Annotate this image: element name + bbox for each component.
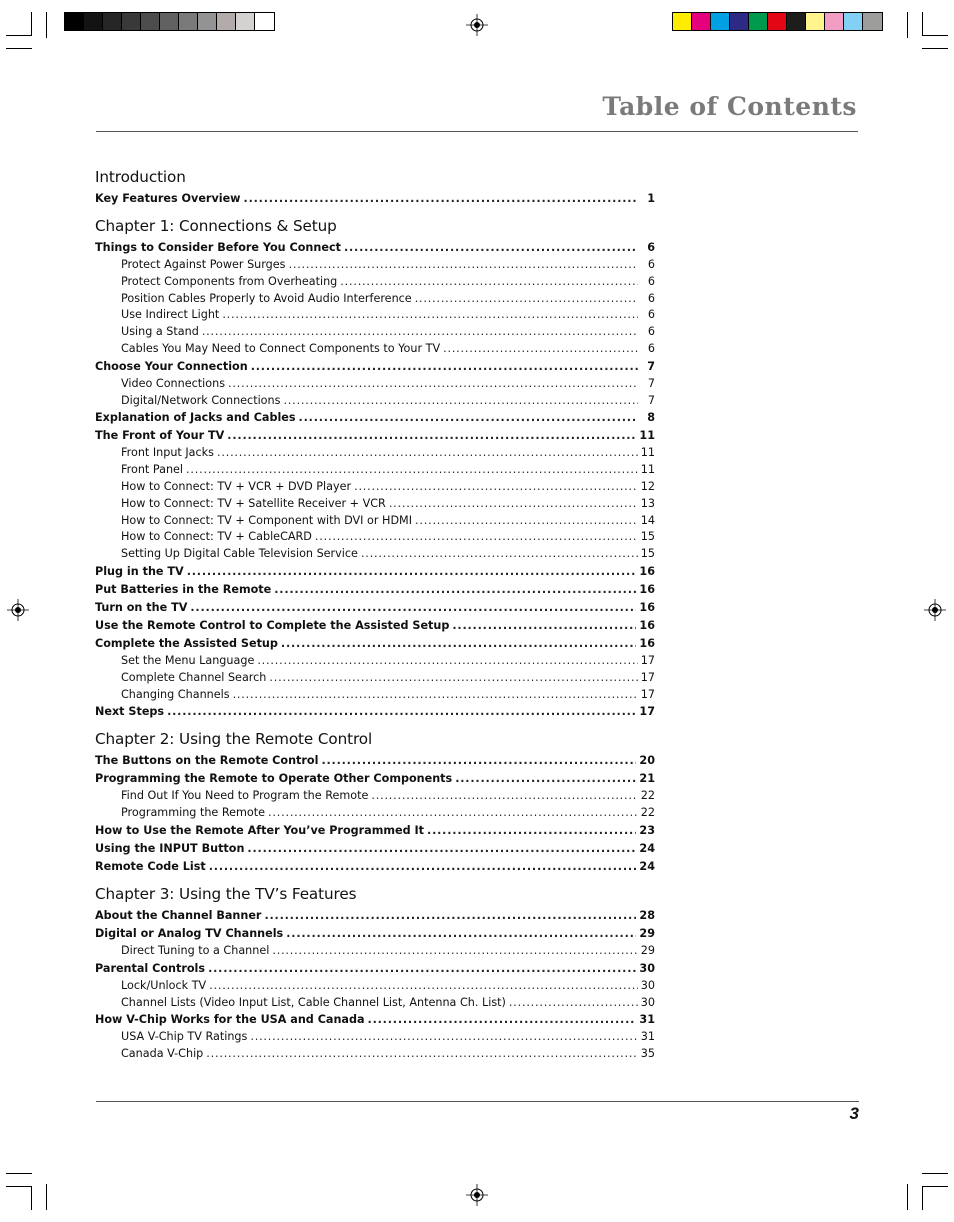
entry-page-number: 7 xyxy=(647,359,655,373)
toc-entry[interactable] xyxy=(95,925,655,943)
dot-leader xyxy=(167,703,636,721)
entry-label: Direct Tuning to a Channel xyxy=(121,943,270,957)
entry-page-number: 29 xyxy=(639,926,655,940)
entry-label: Find Out If You Need to Program the Remote xyxy=(121,789,369,803)
entry-label: Channel Lists (Video Input List, Cable Channel List, Antenna Ch. List) xyxy=(121,995,506,1009)
dot-leader xyxy=(209,858,637,876)
toc-section xyxy=(95,884,655,1063)
entry-label: The Buttons on the Remote Control xyxy=(95,754,319,768)
entry-page-number: 24 xyxy=(639,859,655,873)
entry-label: Things to Consider Before You Connect xyxy=(95,241,341,254)
entry-label: Programming the Remote to Operate Other Components xyxy=(95,772,453,786)
dot-leader xyxy=(354,479,638,496)
entry-page-number: 1 xyxy=(647,192,655,205)
dot-leader xyxy=(202,324,638,341)
entry-label: Changing Channels xyxy=(121,687,230,701)
entry-label: USA V-Chip TV Ratings xyxy=(121,1030,248,1044)
dot-leader xyxy=(443,341,638,358)
toc-subentry[interactable] xyxy=(95,670,655,687)
toc-entry[interactable] xyxy=(95,190,655,208)
entry-page-number: 6 xyxy=(647,291,655,305)
color-swatch xyxy=(806,13,825,30)
footer-divider xyxy=(96,1101,859,1102)
registration-mark-right-icon xyxy=(924,599,946,621)
page-title: Table of Contents xyxy=(602,92,857,121)
toc-section xyxy=(95,167,655,208)
dot-leader xyxy=(209,978,638,995)
table-of-contents xyxy=(95,167,655,1071)
dot-leader xyxy=(244,190,638,208)
toc-section xyxy=(95,729,655,876)
dot-leader xyxy=(427,822,636,840)
entry-page-number: 30 xyxy=(639,961,655,975)
toc-subentry[interactable] xyxy=(95,393,655,410)
color-swatch xyxy=(692,13,711,30)
entry-label: Parental Controls xyxy=(95,961,206,975)
entry-label: Use Indirect Light xyxy=(121,308,220,322)
grayscale-swatch xyxy=(217,13,236,30)
entry-page-number: 29 xyxy=(640,943,655,957)
entry-label: Position Cables Properly to Avoid Audio Interference xyxy=(121,291,412,305)
dot-leader xyxy=(206,1046,637,1063)
color-swatch xyxy=(863,13,882,30)
dot-leader xyxy=(217,445,638,462)
entry-page-number: 17 xyxy=(640,687,655,701)
page-number: 3 xyxy=(849,1104,859,1123)
entry-page-number: 31 xyxy=(639,1013,655,1027)
toc-entry[interactable] xyxy=(95,581,655,599)
toc-subentry[interactable] xyxy=(95,788,655,805)
toc-subentry[interactable] xyxy=(95,995,655,1012)
toc-subentry[interactable] xyxy=(95,687,655,704)
entry-page-number: 17 xyxy=(639,705,655,719)
dot-leader xyxy=(361,546,638,563)
section-heading: Chapter 2: Using the Remote Control xyxy=(95,730,373,749)
dot-leader xyxy=(257,653,637,670)
entry-label: Video Connections xyxy=(121,376,226,390)
color-swatch xyxy=(825,13,844,30)
entry-label: Key Features Overview xyxy=(95,192,241,205)
entry-page-number: 28 xyxy=(639,908,655,922)
grayscale-swatch xyxy=(236,13,255,30)
dot-leader xyxy=(415,291,638,308)
entry-page-number: 17 xyxy=(640,653,655,667)
entry-label: Digital or Analog TV Channels xyxy=(95,926,284,940)
dot-leader xyxy=(283,393,638,410)
entry-label: Remote Code List xyxy=(95,859,206,873)
dot-leader xyxy=(186,462,638,479)
entry-page-number: 24 xyxy=(639,841,655,855)
entry-page-number: 16 xyxy=(639,636,655,650)
entry-page-number: 13 xyxy=(640,496,655,510)
toc-subentry[interactable] xyxy=(95,257,655,274)
toc-subentry[interactable] xyxy=(95,653,655,670)
toc-entry[interactable] xyxy=(95,858,655,876)
dot-leader xyxy=(190,599,636,617)
registration-mark-top-icon xyxy=(466,14,488,36)
toc-subentry[interactable] xyxy=(95,324,655,341)
entry-page-number: 8 xyxy=(647,411,655,425)
dot-leader xyxy=(281,635,637,653)
toc-subentry[interactable] xyxy=(95,462,655,479)
entry-page-number: 30 xyxy=(640,978,655,992)
entry-page-number: 16 xyxy=(639,582,655,596)
toc-subentry[interactable] xyxy=(95,1046,655,1063)
toc-subentry[interactable] xyxy=(95,274,655,291)
dot-leader xyxy=(274,581,636,599)
entry-page-number: 6 xyxy=(647,241,655,254)
toc-subentry[interactable] xyxy=(95,445,655,462)
entry-page-number: 16 xyxy=(639,564,655,578)
toc-subentry[interactable] xyxy=(95,1029,655,1046)
entry-page-number: 35 xyxy=(640,1047,655,1061)
entry-page-number: 11 xyxy=(640,463,655,477)
dot-leader xyxy=(268,805,638,822)
toc-entry[interactable] xyxy=(95,770,655,788)
dot-leader xyxy=(250,1029,637,1046)
entry-label: Plug in the TV xyxy=(95,564,184,578)
grayscale-swatch xyxy=(160,13,179,30)
section-heading: Chapter 3: Using the TV’s Features xyxy=(95,884,357,903)
entry-label: Set the Menu Language xyxy=(121,653,255,667)
toc-entry[interactable] xyxy=(95,1011,655,1029)
entry-page-number: 7 xyxy=(647,376,655,390)
entry-page-number: 7 xyxy=(647,393,655,407)
entry-label: Use the Remote Control to Complete the Assisted Setup xyxy=(95,618,450,632)
dot-leader xyxy=(187,563,637,581)
toc-subentry[interactable] xyxy=(95,513,655,530)
dot-leader xyxy=(389,496,638,513)
entry-label: Setting Up Digital Cable Television Service xyxy=(121,547,358,561)
entry-label: How to Connect: TV + VCR + DVD Player xyxy=(121,479,352,493)
entry-label: How to Connect: TV + CableCARD xyxy=(121,530,312,544)
entry-page-number: 16 xyxy=(639,600,655,614)
toc-entry[interactable] xyxy=(95,635,655,653)
entry-page-number: 6 xyxy=(647,341,655,355)
entry-page-number: 14 xyxy=(640,513,655,527)
toc-entry[interactable] xyxy=(95,563,655,581)
toc-subentry[interactable] xyxy=(95,479,655,496)
entry-page-number: 6 xyxy=(647,308,655,322)
grayscale-swatch xyxy=(141,13,160,30)
dot-leader xyxy=(371,788,637,805)
toc-subentry[interactable] xyxy=(95,943,655,960)
entry-page-number: 12 xyxy=(640,479,655,493)
section-heading: Introduction xyxy=(95,168,186,186)
entry-page-number: 22 xyxy=(640,806,655,820)
entry-label: Explanation of Jacks and Cables xyxy=(95,411,296,425)
entry-label: Lock/Unlock TV xyxy=(121,978,207,992)
grayscale-swatch xyxy=(65,13,84,30)
dot-leader xyxy=(321,752,636,770)
dot-leader xyxy=(344,239,638,257)
entry-page-number: 21 xyxy=(639,772,655,786)
toc-entry[interactable] xyxy=(95,960,655,978)
dot-leader xyxy=(315,529,638,546)
entry-label: How to Connect: TV + Component with DVI or HDMI xyxy=(121,513,413,527)
entry-page-number: 20 xyxy=(639,754,655,768)
toc-subentry[interactable] xyxy=(95,496,655,513)
grayscale-swatch xyxy=(198,13,217,30)
entry-label: Complete Channel Search xyxy=(121,670,267,684)
entry-page-number: 6 xyxy=(647,258,655,271)
entry-label: Using the INPUT Button xyxy=(95,841,245,855)
entry-label: Turn on the TV xyxy=(95,600,188,614)
entry-label: Using a Stand xyxy=(121,325,199,339)
dot-leader xyxy=(264,907,636,925)
dot-leader xyxy=(247,840,636,858)
toc-entry[interactable] xyxy=(95,617,655,635)
toc-entry[interactable] xyxy=(95,358,655,376)
toc-entry[interactable] xyxy=(95,907,655,925)
entry-page-number: 6 xyxy=(647,325,655,339)
dot-leader xyxy=(509,995,638,1012)
registration-mark-bottom-icon xyxy=(466,1184,488,1206)
color-swatch xyxy=(768,13,787,30)
toc-entry[interactable] xyxy=(95,409,655,427)
entry-page-number: 30 xyxy=(640,995,655,1009)
toc-subentry[interactable] xyxy=(95,341,655,358)
entry-page-number: 11 xyxy=(639,429,655,443)
entry-page-number: 16 xyxy=(639,618,655,632)
dot-leader xyxy=(251,358,638,376)
toc-subentry[interactable] xyxy=(95,307,655,324)
color-swatch xyxy=(749,13,768,30)
entry-label: Digital/Network Connections xyxy=(121,393,281,407)
dot-leader xyxy=(227,427,636,445)
entry-label: Protect Components from Overheating xyxy=(121,274,338,288)
toc-subentry[interactable] xyxy=(95,529,655,546)
toc-section xyxy=(95,216,655,721)
color-swatch xyxy=(730,13,749,30)
grayscale-swatch xyxy=(179,13,198,30)
dot-leader xyxy=(368,1011,637,1029)
entry-label: The Front of Your TV xyxy=(95,429,225,443)
color-swatch xyxy=(673,13,692,30)
dot-leader xyxy=(452,617,636,635)
entry-label: Put Batteries in the Remote xyxy=(95,582,272,596)
toc-entry[interactable] xyxy=(95,427,655,445)
entry-label: Next Steps xyxy=(95,705,165,719)
toc-subentry[interactable] xyxy=(95,291,655,308)
grayscale-swatch xyxy=(84,13,103,30)
entry-label: Complete the Assisted Setup xyxy=(95,636,278,650)
entry-page-number: 6 xyxy=(647,274,655,288)
color-swatch xyxy=(787,13,806,30)
section-heading: Chapter 1: Connections & Setup xyxy=(95,217,337,235)
entry-label: Canada V-Chip xyxy=(121,1047,204,1061)
toc-subentry[interactable] xyxy=(95,376,655,393)
toc-entry[interactable] xyxy=(95,822,655,840)
toc-subentry[interactable] xyxy=(95,978,655,995)
entry-page-number: 17 xyxy=(640,670,655,684)
toc-entry[interactable] xyxy=(95,599,655,617)
toc-entry[interactable] xyxy=(95,840,655,858)
grayscale-swatch xyxy=(255,13,274,30)
entry-page-number: 22 xyxy=(640,789,655,803)
dot-leader xyxy=(299,409,638,427)
dot-leader xyxy=(415,513,638,530)
entry-page-number: 15 xyxy=(640,530,655,544)
dot-leader xyxy=(208,960,636,978)
entry-page-number: 23 xyxy=(639,823,655,837)
entry-label: Front Panel xyxy=(121,463,184,477)
grayscale-swatch xyxy=(103,13,122,30)
dot-leader xyxy=(228,376,638,393)
color-swatch xyxy=(711,13,730,30)
grayscale-color-bar xyxy=(64,12,275,31)
dot-leader xyxy=(455,770,636,788)
entry-label: How to Use the Remote After You’ve Programmed It xyxy=(95,823,425,837)
grayscale-swatch xyxy=(122,13,141,30)
dot-leader xyxy=(340,274,638,291)
entry-page-number: 15 xyxy=(640,547,655,561)
entry-label: About the Channel Banner xyxy=(95,908,262,922)
dot-leader xyxy=(222,307,638,324)
entry-page-number: 11 xyxy=(640,446,655,460)
registration-mark-left-icon xyxy=(7,599,29,621)
color-swatch xyxy=(844,13,863,30)
title-divider xyxy=(96,131,858,132)
entry-label: Front Input Jacks xyxy=(121,446,214,460)
toc-entry[interactable] xyxy=(95,703,655,721)
toc-entry[interactable] xyxy=(95,239,655,257)
toc-subentry[interactable] xyxy=(95,805,655,822)
toc-entry[interactable] xyxy=(95,752,655,770)
dot-leader xyxy=(288,257,638,274)
entry-label: How to Connect: TV + Satellite Receiver + VCR xyxy=(121,496,386,510)
dot-leader xyxy=(272,943,637,960)
entry-label: How V-Chip Works for the USA and Canada xyxy=(95,1013,365,1027)
entry-label: Choose Your Connection xyxy=(95,359,248,373)
entry-page-number: 31 xyxy=(640,1030,655,1044)
entry-label: Protect Against Power Surges xyxy=(121,258,286,271)
dot-leader xyxy=(269,670,637,687)
dot-leader xyxy=(233,687,638,704)
entry-label: Cables You May Need to Connect Components to Your TV xyxy=(121,341,441,355)
dot-leader xyxy=(286,925,636,943)
process-color-bar xyxy=(672,12,883,31)
entry-label: Programming the Remote xyxy=(121,806,266,820)
toc-subentry[interactable] xyxy=(95,546,655,563)
